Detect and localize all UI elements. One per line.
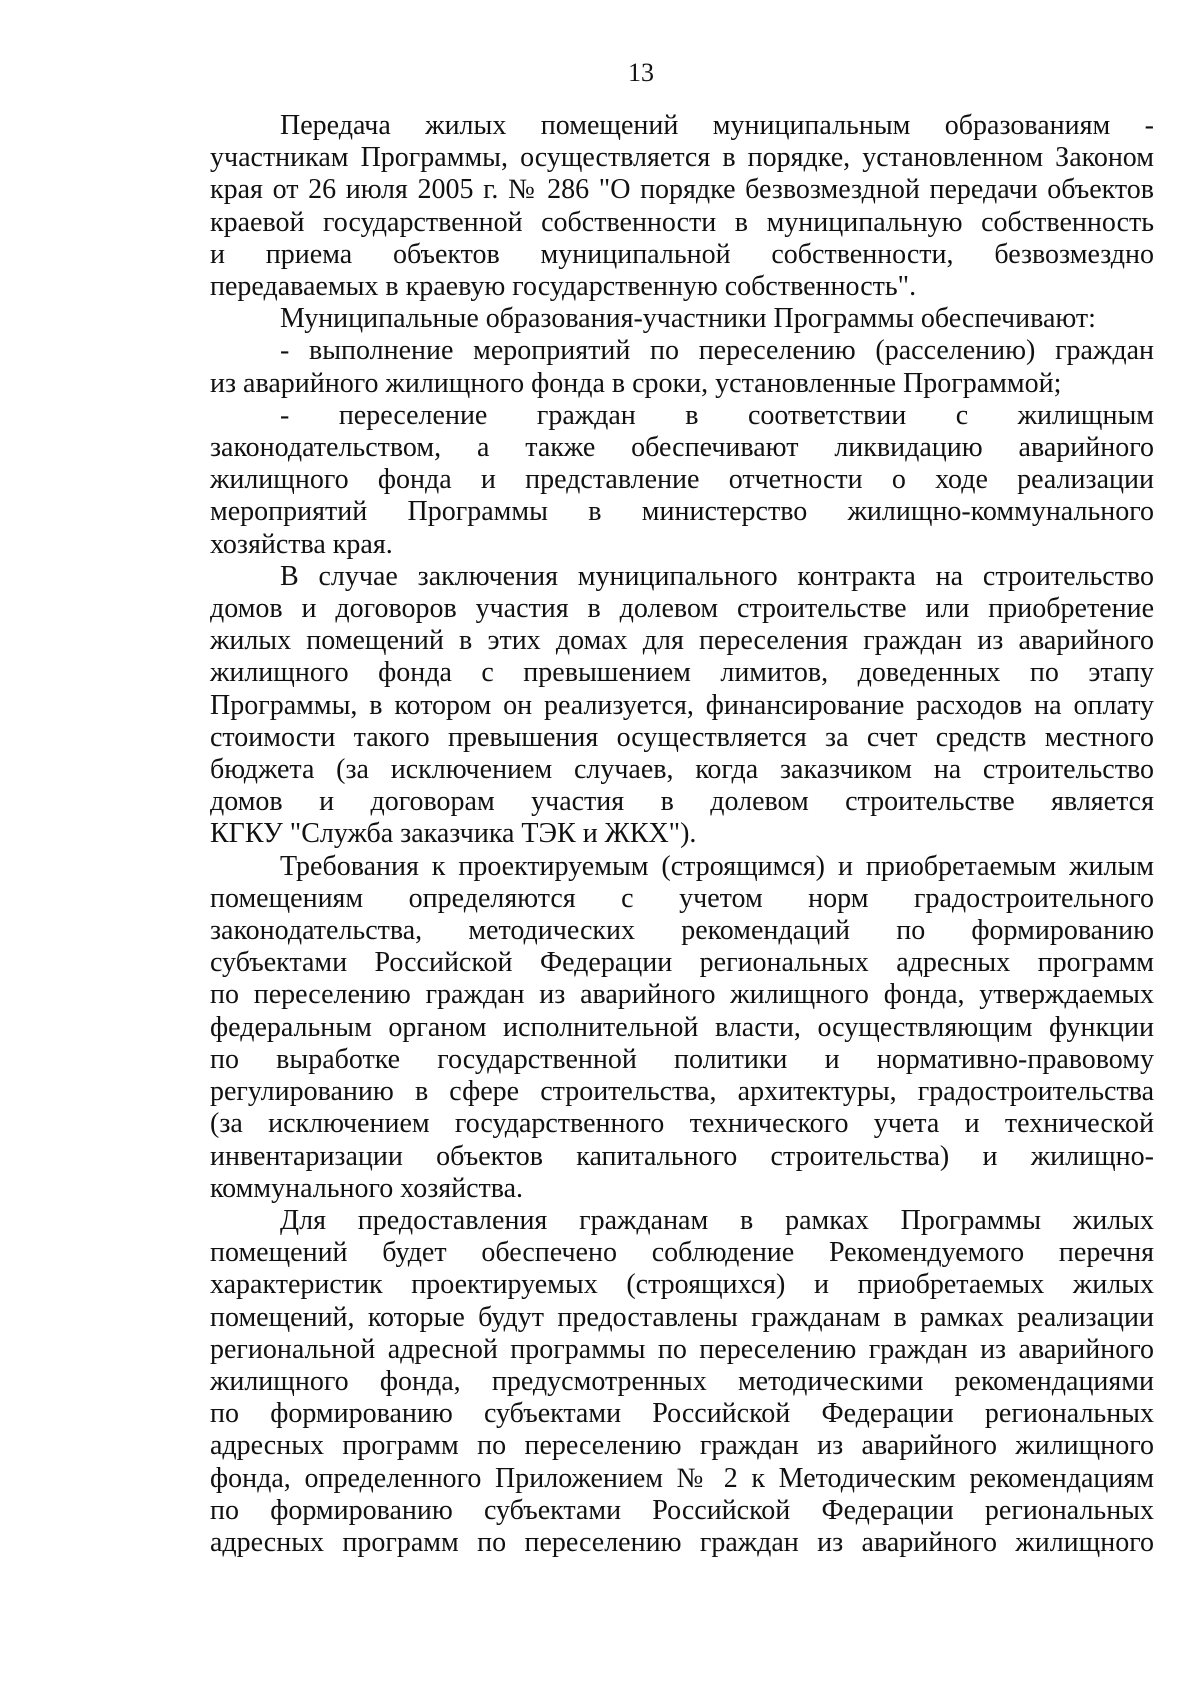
text-line: по переселению граждан из аварийного жилищного фонда, утверждаемых — [210, 979, 1154, 1011]
text-line: регулированию в сфере строительства, архитектуры, градостроительства — [210, 1076, 1154, 1108]
text-line: по выработке государственной политики и нормативно-правовому — [210, 1043, 1154, 1075]
text-line: бюджета (за исключением случаев, когда заказчиком на строительство — [210, 754, 1154, 786]
text-line: адресных программ по переселению граждан из аварийного жилищного — [210, 1526, 1154, 1558]
text-line: инвентаризации объектов капитального строительства) и жилищно- — [210, 1140, 1154, 1172]
text-line: законодательством, а также обеспечивают ликвидацию аварийного — [210, 432, 1154, 464]
text-line: домов и договорам участия в долевом строительстве является — [210, 786, 1154, 818]
paragraph-municipal-obligations — [210, 303, 1154, 335]
text-line: характеристик проектируемых (строящихся) и приобретаемых жилых — [210, 1269, 1154, 1301]
text-line: жилищного фонда, предусмотренных методическими рекомендациями — [210, 1365, 1154, 1397]
text-line: домов и договоров участия в долевом строительстве или приобретение — [210, 593, 1154, 625]
paragraph-resettlement-legislation — [210, 400, 1154, 561]
text-line: по формированию субъектами Российской Федерации региональных — [210, 1494, 1154, 1526]
text-line: стоимости такого превышения осуществляется за счет средств местного — [210, 721, 1154, 753]
paragraph-transfer-of-premises — [210, 110, 1154, 303]
text-line: Передача жилых помещений муниципальным образованиям - — [280, 110, 1154, 141]
text-line: краевой государственной собственности в муниципальную собственность — [210, 206, 1154, 238]
text-line: коммунального хозяйства. — [210, 1172, 524, 1204]
text-line: федеральным органом исполнительной власти, осуществляющим функции — [210, 1011, 1154, 1043]
paragraph-housing-provision — [210, 1205, 1154, 1559]
page-number: 13 — [628, 58, 654, 87]
text-line: субъектами Российской Федерации региональных адресных программ — [210, 947, 1154, 979]
text-line: - выполнение мероприятий по переселению (расселению) граждан — [280, 335, 1154, 367]
text-line: Муниципальные образования-участники Программы обеспечивают: — [280, 303, 1096, 335]
text-line: законодательства, методических рекомендаций по формированию — [210, 915, 1154, 947]
text-line: жилых помещений в этих домах для переселения граждан из аварийного — [210, 625, 1154, 657]
text-line: В случае заключения муниципального контракта на строительство — [280, 560, 1154, 592]
text-line: и приема объектов муниципальной собственности, безвозмездно — [210, 238, 1154, 270]
text-line: фонда, определенного Приложением № 2 к Методическим рекомендациям — [210, 1462, 1154, 1494]
paragraph-resettlement-measures — [210, 335, 1154, 399]
document-body — [210, 110, 1154, 1559]
text-line: помещений будет обеспечено соблюдение Рекомендуемого перечня — [210, 1237, 1154, 1269]
text-line: передаваемых в краевую государственную собственность". — [210, 271, 917, 303]
text-line: хозяйства края. — [210, 528, 393, 560]
text-line: края от 26 июля 2005 г. № 286 "О порядке безвозмездной передачи объектов — [210, 174, 1154, 206]
text-line: адресных программ по переселению граждан из аварийного жилищного — [210, 1430, 1154, 1462]
text-line: участникам Программы, осуществляется в порядке, установленном Законом — [210, 142, 1154, 174]
text-line: (за исключением государственного технического учета и технической — [210, 1108, 1154, 1140]
text-line: помещений, которые будут предоставлены гражданам в рамках реализации — [210, 1301, 1154, 1333]
text-line: региональной адресной программы по переселению граждан из аварийного — [210, 1333, 1154, 1365]
text-line: - переселение граждан в соответствии с жилищным — [280, 399, 1154, 431]
text-line: жилищного фонда и представление отчетности о ходе реализации — [210, 464, 1154, 496]
paragraph-housing-requirements — [210, 851, 1154, 1205]
text-line: Программы, в котором он реализуется, финансирование расходов на оплату — [210, 689, 1154, 721]
text-line: из аварийного жилищного фонда в сроки, установленные Программой; — [210, 367, 1062, 399]
paragraph-municipal-contract — [210, 561, 1154, 851]
text-line: КГКУ "Служба заказчика ТЭК и ЖКХ"). — [210, 818, 697, 850]
text-line: Для предоставления гражданам в рамках Программы жилых — [280, 1204, 1154, 1236]
text-line: Требования к проектируемым (строящимся) и приобретаемым жилым — [280, 850, 1154, 882]
text-line: помещениям определяются с учетом норм градостроительного — [210, 882, 1154, 914]
text-line: жилищного фонда с превышением лимитов, доведенных по этапу — [210, 657, 1154, 689]
text-line: по формированию субъектами Российской Федерации региональных — [210, 1398, 1154, 1430]
text-line: мероприятий Программы в министерство жилищно-коммунального — [210, 496, 1154, 528]
